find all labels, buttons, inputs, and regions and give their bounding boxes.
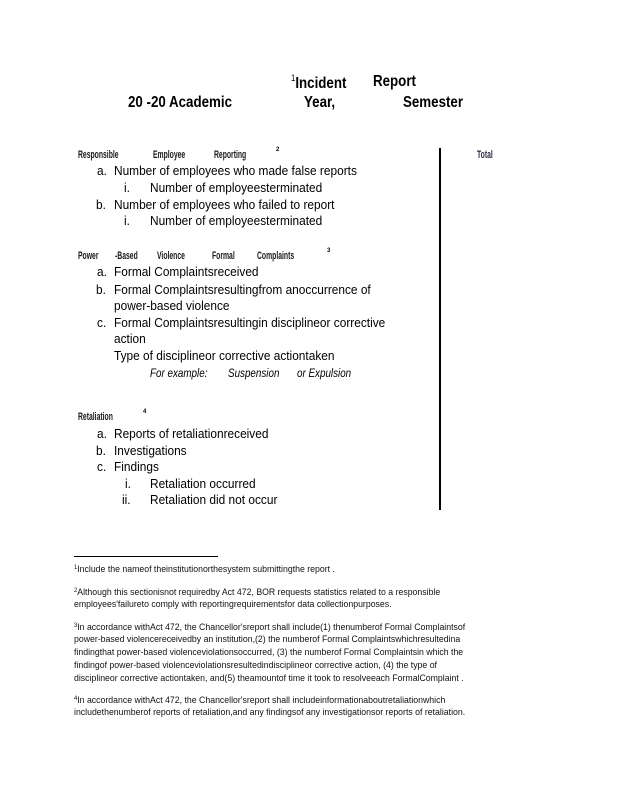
section-heading-word: -Based	[115, 250, 138, 262]
list-marker: i.	[124, 214, 130, 228]
list-marker: b.	[96, 283, 106, 297]
footnote-4-line-2: includethenumberof reports of retaliation,and any findingsof any investigationsor reports of retaliation.	[74, 707, 466, 717]
footnote-ref: 3	[327, 248, 331, 254]
title-footnote-ref: 1	[291, 73, 296, 83]
list-marker: i.	[124, 181, 130, 195]
section-heading-word: Responsible	[78, 149, 119, 161]
list-item: Formal Complaintsreceived	[114, 265, 259, 279]
list-item: Formal Complaintsresultingin disciplineor corrective	[114, 316, 386, 330]
footnote-4	[74, 693, 445, 707]
list-item: Formal Complaintsresultingfrom anoccurrence of	[114, 283, 371, 297]
footnote-3-line-2: power-based violencereceivedby an institution,(2) the numberof Formal Complaintswhichresultedina	[74, 634, 461, 644]
list-marker: a.	[97, 164, 107, 178]
footnote-text: In accordance withAct 472, the Chancellor'sreport shall includeinformationaboutretaliationwhich	[77, 695, 446, 705]
footnote-3-line-5: disciplineor corrective actiontaken, and(5) theamountof time it took to resolveeach FormalComplaint .	[74, 673, 464, 683]
footnote-2-line-2: employees'failureto comply with reportingrequirementsfor data collectionpurposes.	[74, 599, 392, 609]
title-word-incident: Incident	[295, 75, 347, 92]
footnote-1	[74, 562, 335, 576]
example-expulsion: or Expulsion	[297, 366, 352, 380]
list-item: Type of disciplineor corrective actiontaken	[114, 349, 335, 363]
footnote-3-line-3: findingthat power-based violenceviolationsoccurred, (3) the numberof Formal Complaintsin which the	[74, 647, 464, 657]
footnote-number: 4	[74, 696, 78, 702]
footnote-3-line-4: findingof power-based violenceviolationsresultedindisciplineor corrective action, (4) the type of	[74, 660, 437, 670]
list-item: Number of employeesterminated	[150, 214, 323, 228]
example-label: For example:	[150, 366, 208, 380]
footnote-separator	[74, 556, 218, 557]
section-heading-word: Power	[78, 250, 99, 262]
example-suspension: Suspension	[228, 366, 280, 380]
section-heading-word: Violence	[157, 250, 185, 262]
list-item-continuation: action	[114, 332, 146, 346]
footnote-number: 2	[74, 588, 78, 594]
footnote-3	[74, 620, 465, 634]
subtitle-semester: Semester	[403, 94, 464, 111]
footnote-2	[74, 585, 440, 599]
list-marker: i.	[125, 477, 131, 491]
footnote-text: Include the nameof theinstitutionorthesystem submittingthe report .	[77, 564, 335, 574]
footnote-ref: 2	[276, 147, 280, 153]
footnote-ref: 4	[143, 409, 147, 415]
list-marker: a.	[97, 265, 107, 279]
list-item: Number of employees who made false reports	[114, 164, 357, 178]
list-marker: ii.	[122, 493, 131, 507]
list-marker: c.	[97, 460, 107, 474]
section-heading-word: Retaliation	[78, 411, 113, 423]
list-item: Number of employees who failed to report	[114, 198, 335, 212]
list-marker: c.	[97, 316, 107, 330]
footnote-number: 3	[74, 623, 78, 629]
list-marker: a.	[97, 427, 107, 441]
section-heading-word: Reporting	[214, 149, 247, 161]
footnote-text: In accordance withAct 472, the Chancellor'sreport shall include(1) thenumberof Formal Complaintsof	[77, 622, 466, 632]
list-item-continuation: power-based violence	[114, 299, 230, 313]
list-item: Investigations	[114, 444, 187, 458]
column-divider	[439, 148, 441, 510]
section-heading-word: Formal	[212, 250, 235, 262]
subtitle-academic: 20 -20 Academic	[128, 94, 232, 111]
title-word-report: Report	[373, 73, 416, 90]
list-item: Retaliation did not occur	[150, 493, 278, 507]
list-marker: b.	[96, 198, 106, 212]
total-column-header: Total	[477, 149, 493, 161]
section-heading-word: Employee	[153, 149, 186, 161]
footnote-text: Although this sectionisnot requiredby Act 472, BOR requests statistics related to a responsible	[77, 587, 441, 597]
footnote-number: 1	[74, 565, 78, 571]
list-item: Findings	[114, 460, 159, 474]
section-heading-word: Complaints	[257, 250, 295, 262]
report-title	[291, 73, 346, 93]
list-item: Reports of retaliationreceived	[114, 427, 269, 441]
list-marker: b.	[96, 444, 106, 458]
list-item: Number of employeesterminated	[150, 181, 323, 195]
list-item: Retaliation occurred	[150, 477, 256, 491]
subtitle-year: Year,	[304, 94, 336, 111]
